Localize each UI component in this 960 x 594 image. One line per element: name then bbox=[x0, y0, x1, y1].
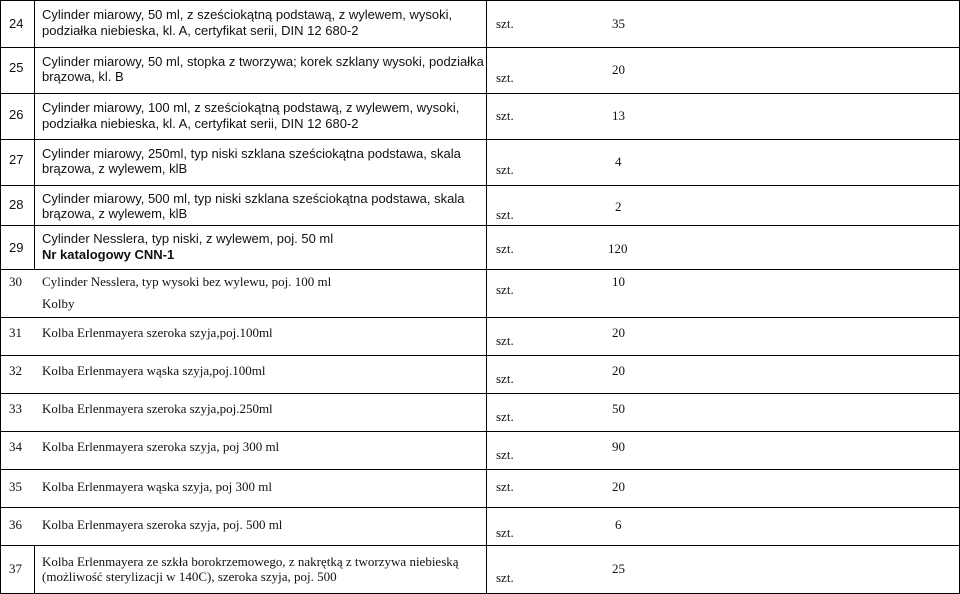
row-divider bbox=[0, 47, 960, 48]
row-description-cont: (możliwość sterylizacji w 140C), szeroka szyja, poj. 500 bbox=[42, 569, 337, 584]
row-number: 25 bbox=[9, 60, 24, 75]
row-unit: szt. bbox=[496, 570, 514, 585]
row-description-cont: brązowa, kl. B bbox=[42, 69, 124, 84]
row-description: Kolba Erlenmayera wąska szyja, poj 300 ml bbox=[42, 479, 272, 494]
row-unit: szt. bbox=[496, 409, 514, 424]
row-number: 26 bbox=[9, 107, 24, 122]
row-unit: szt. bbox=[496, 70, 514, 85]
row-divider bbox=[0, 317, 960, 318]
row-number: 31 bbox=[9, 325, 22, 340]
row-description: Kolba Erlenmayera wąska szyja,poj.100ml bbox=[42, 363, 266, 378]
row-description: Kolba Erlenmayera szeroka szyja, poj 300 ml bbox=[42, 439, 280, 454]
col-divider-no bbox=[34, 0, 35, 270]
row-number: 30 bbox=[9, 274, 22, 289]
row-divider bbox=[0, 507, 960, 508]
row-description: Cylinder Nesslera, typ niski, z wylewem, poj. 50 ml bbox=[42, 231, 334, 246]
row-unit: szt. bbox=[496, 108, 514, 123]
row-divider bbox=[0, 269, 960, 270]
row-description: Kolba Erlenmayera szeroka szyja,poj.250ml bbox=[42, 401, 273, 416]
row-quantity: 20 bbox=[612, 479, 625, 494]
row-description: Kolba Erlenmayera szeroka szyja,poj.100ml bbox=[42, 325, 273, 340]
row-unit: szt. bbox=[496, 447, 514, 462]
row-unit: szt. bbox=[496, 479, 514, 494]
row-unit: szt. bbox=[496, 525, 514, 540]
row-quantity: 13 bbox=[612, 108, 625, 123]
row-description-cont: brązowa, z wylewem, klB bbox=[42, 206, 188, 221]
row-description: Cylinder miarowy, 100 ml, z sześciokątną podstawą, z wylewem, wysoki, bbox=[42, 100, 460, 115]
row-description: Kolba Erlenmayera szeroka szyja, poj. 500 ml bbox=[42, 517, 283, 532]
row-number: 29 bbox=[9, 240, 24, 255]
row-description: Cylinder miarowy, 500 ml, typ niski szklana sześciokątna podstawa, skala bbox=[42, 191, 465, 206]
row-number: 36 bbox=[9, 517, 22, 532]
row-unit: szt. bbox=[496, 16, 514, 31]
row-unit: szt. bbox=[496, 371, 514, 386]
row-quantity: 4 bbox=[615, 154, 622, 169]
row-number: 24 bbox=[9, 16, 24, 31]
row-unit: szt. bbox=[496, 241, 514, 256]
row-number: 35 bbox=[9, 479, 22, 494]
row-quantity: 50 bbox=[612, 401, 625, 416]
col-divider-desc bbox=[486, 0, 487, 594]
row-quantity: 90 bbox=[612, 439, 625, 454]
row-number: 34 bbox=[9, 439, 22, 454]
row-description-cont: brązowa, z wylewem, klB bbox=[42, 161, 188, 176]
row-divider bbox=[0, 355, 960, 356]
row-number: 27 bbox=[9, 152, 24, 167]
row-number: 32 bbox=[9, 363, 22, 378]
row-description: Cylinder miarowy, 50 ml, stopka z tworzywa; korek szklany wysoki, podziałka bbox=[42, 54, 484, 69]
row-description: Cylinder miarowy, 50 ml, z sześciokątną podstawą, z wylewem, wysoki, bbox=[42, 7, 453, 22]
row-quantity: 35 bbox=[612, 16, 625, 31]
row-description: Cylinder miarowy, 250ml, typ niski szklana sześciokątna podstawa, skala bbox=[42, 146, 461, 161]
row-number: 33 bbox=[9, 401, 22, 416]
row-quantity: 25 bbox=[612, 561, 625, 576]
row-description-cont: Nr katalogowy CNN-1 bbox=[42, 247, 175, 262]
row-divider bbox=[0, 545, 960, 546]
col-border-left bbox=[0, 0, 1, 594]
row-quantity: 20 bbox=[612, 363, 625, 378]
row-description: Kolba Erlenmayera ze szkła borokrzemowego, z nakrętką z tworzywa niebieską bbox=[42, 554, 459, 569]
row-number: 28 bbox=[9, 197, 24, 212]
col-divider-no bbox=[34, 545, 35, 594]
row-divider bbox=[0, 393, 960, 394]
row-description-cont: podziałka niebieska, kl. A, certyfikat serii, DIN 12 680-2 bbox=[42, 116, 359, 131]
section-heading: Kolby bbox=[42, 296, 75, 311]
row-quantity: 2 bbox=[615, 199, 622, 214]
row-divider bbox=[0, 225, 960, 226]
row-unit: szt. bbox=[496, 162, 514, 177]
row-quantity: 10 bbox=[612, 274, 625, 289]
row-quantity: 20 bbox=[612, 325, 625, 340]
row-quantity: 6 bbox=[615, 517, 622, 532]
row-divider bbox=[0, 139, 960, 140]
row-divider bbox=[0, 431, 960, 432]
row-unit: szt. bbox=[496, 207, 514, 222]
row-divider bbox=[0, 469, 960, 470]
row-divider bbox=[0, 93, 960, 94]
row-quantity: 20 bbox=[612, 62, 625, 77]
row-unit: szt. bbox=[496, 282, 514, 297]
row-unit: szt. bbox=[496, 333, 514, 348]
row-divider bbox=[0, 185, 960, 186]
row-description-cont: podziałka niebieska, kl. A, certyfikat serii, DIN 12 680-2 bbox=[42, 23, 359, 38]
row-quantity: 120 bbox=[608, 241, 628, 256]
table-border-top bbox=[0, 0, 960, 1]
row-description: Cylinder Nesslera, typ wysoki bez wylewu, poj. 100 ml bbox=[42, 274, 332, 289]
row-number: 37 bbox=[9, 561, 22, 576]
